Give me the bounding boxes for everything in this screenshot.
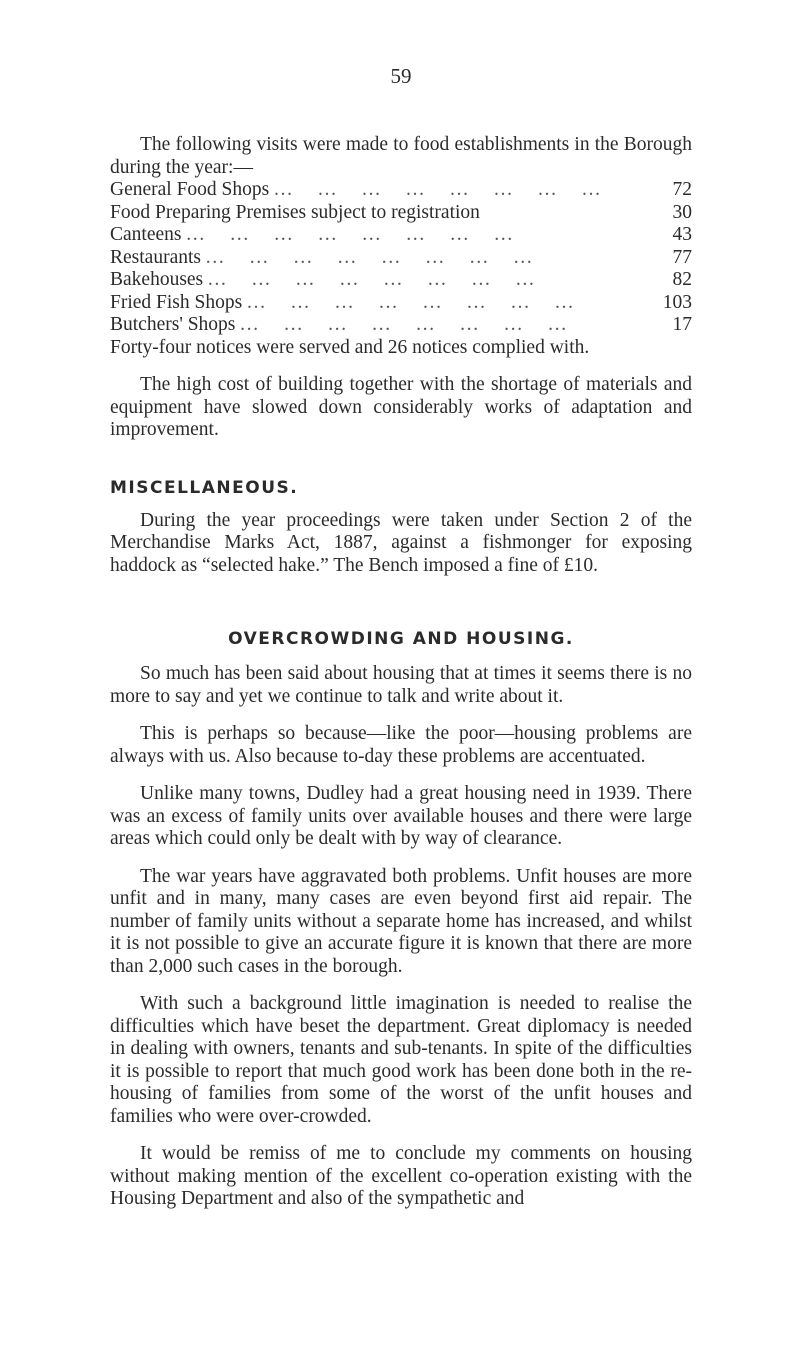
visit-row (110, 202, 692, 225)
visit-count: 77 (672, 246, 692, 268)
visit-row (110, 179, 692, 202)
visits-list (110, 179, 692, 337)
miscellaneous-paragraph: During the year proceedings were taken under Section 2 of the Merchandise Marks Act, 1887, against a fishmonger for exposing haddock as “selected hake.” The Bench imposed a fine of £10. (110, 509, 692, 576)
visit-row (110, 314, 692, 337)
visit-count: 43 (672, 224, 692, 245)
visit-count: 17 (672, 314, 692, 335)
visits-intro: The following visits were made to food establishments in the Borough during the year:— (110, 134, 692, 178)
housing-paragraph: The war years have aggravated both problems. Unfit houses are more unfit and in many, many cases are even beyond first aid repair. The number of family units without a separate home has increased, and whilst it is not possible to give an accurate figure it is known that there are more than 2,000 such cases in the borough. (110, 865, 692, 977)
visit-label: Fried Fish Shops (110, 291, 243, 313)
visit-label: General Food Shops (110, 179, 270, 200)
visit-label: Bakehouses (110, 269, 204, 290)
visit-count: 82 (672, 269, 692, 290)
visit-row (110, 224, 692, 247)
visit-label: Restaurants (110, 246, 201, 268)
visit-label: Food Preparing Premises subject to registration (110, 201, 480, 223)
leader-dots (181, 224, 656, 247)
visit-row (110, 247, 692, 270)
leader-dots (201, 247, 656, 270)
visit-label: Butchers' Shops (110, 314, 236, 335)
visit-row (110, 269, 692, 292)
building-cost-paragraph: The high cost of building together with the shortage of materials and equipment have slowed down considerably works of adaptation and improvement. (110, 374, 692, 440)
housing-paragraph: With such a background little imagination is needed to realise the difficulties which have beset the department. Great diplomacy is needed in dealing with owners, tenants and sub-tenants. In spite of the difficulties it is possible to report that much good work has been done both in the re-housing of families from some of the worst of the unfit houses and families who were over-crowded. (110, 993, 692, 1127)
miscellaneous-heading: MISCELLANEOUS. (110, 477, 299, 498)
notices-paragraph: Forty-four notices were served and 26 notices complied with. (110, 336, 590, 358)
visit-count: 30 (672, 201, 692, 223)
visit-count: 103 (662, 291, 692, 313)
leader-dots (269, 179, 656, 202)
housing-paragraph: So much has been said about housing that at times it seems there is no more to say and yet we continue to talk and write about it. (110, 663, 692, 707)
leader-dots (242, 292, 656, 315)
housing-paragraph: Unlike many towns, Dudley had a great housing need in 1939. There was an excess of family units over available houses and there were large areas which could only be dealt with by way of clearance. (110, 783, 692, 849)
overcrowding-heading: OVERCROWDING AND HOUSING. (228, 629, 574, 649)
visit-label: Canteens (110, 224, 182, 245)
visit-count: 72 (672, 179, 692, 200)
housing-paragraph: This is perhaps so because—like the poor—housing problems are always with us. Also because to-day these problems are accentuated. (110, 723, 692, 767)
visit-row (110, 292, 692, 315)
housing-paragraph: It would be remiss of me to conclude my comments on housing without making mention of the excellent co-operation existing with the Housing Department and also of the sympathetic and (110, 1143, 692, 1209)
leader-dots (203, 269, 656, 292)
leader-dots (235, 314, 656, 337)
page-number: 59 (390, 64, 412, 88)
